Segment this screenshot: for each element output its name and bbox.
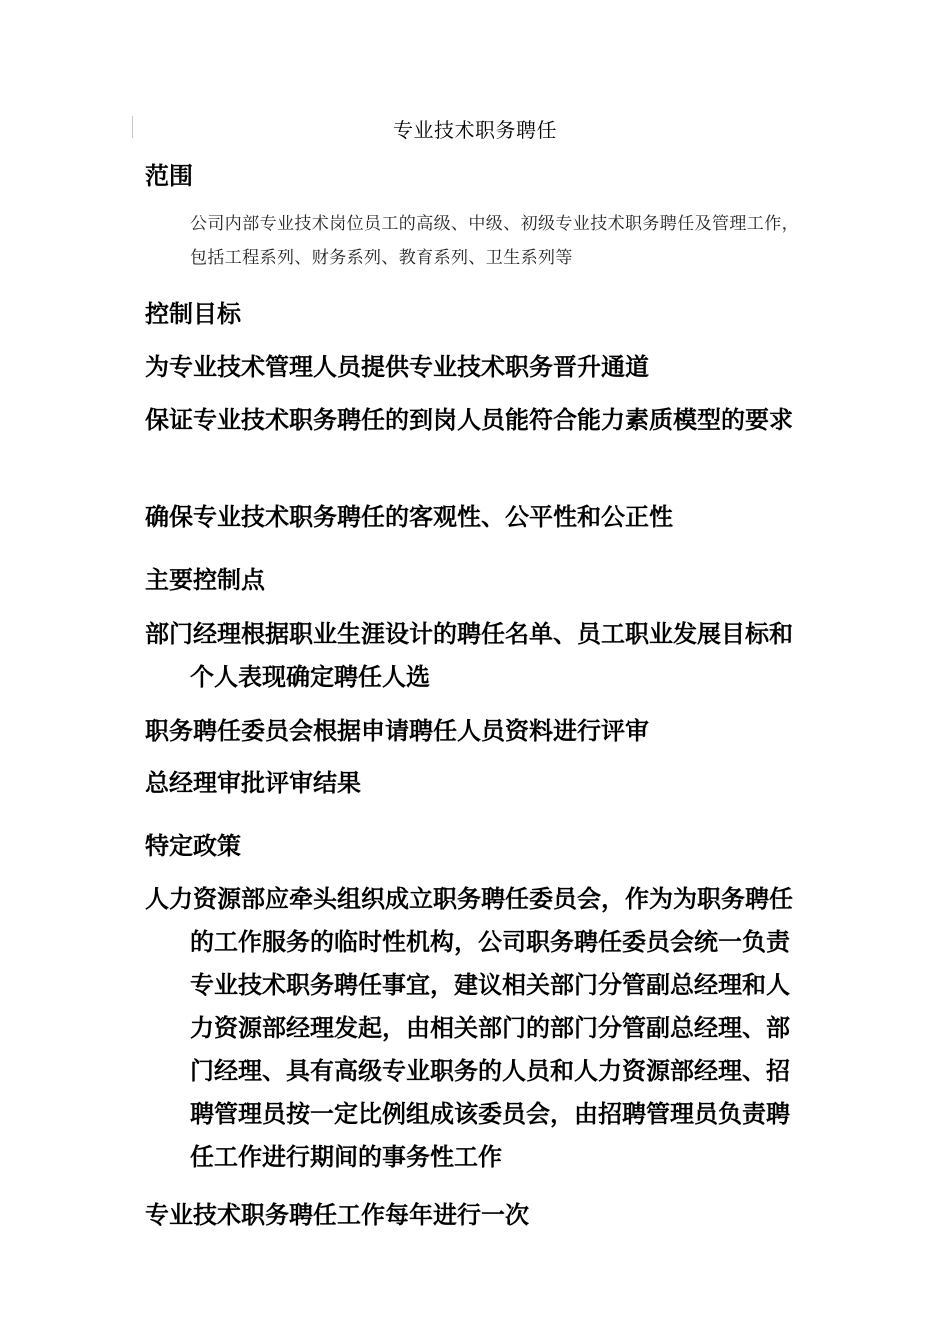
document-title: 专业技术职务聘任 xyxy=(393,118,557,142)
objective-item: 确保专业技术职务聘任的客观性、公平性和公正性 xyxy=(145,503,673,531)
control-point-item: 总经理审批评审结果 xyxy=(145,769,361,797)
section-heading-specific-policies: 特定政策 xyxy=(145,832,241,860)
scope-paragraph: 公司内部专业技术岗位员工的高级、中级、初级专业技术职务聘任及管理工作，包括工程系列、财务系列、教育系列、卫生系列等 xyxy=(190,214,799,268)
section-heading-key-control-points: 主要控制点 xyxy=(145,566,265,594)
objective-item: 保证专业技术职务聘任的到岗人员能符合能力素质模型的要求 xyxy=(145,406,793,434)
policy-item: 专业技术职务聘任工作每年进行一次 xyxy=(145,1201,529,1229)
section-heading-scope: 范围 xyxy=(145,162,193,190)
control-point-item: 职务聘任委员会根据申请聘任人员资料进行评审 xyxy=(145,717,649,745)
control-point-item: 部门经理根据职业生涯设计的聘任名单、员工职业发展目标和个人表现确定聘任人选 xyxy=(145,620,793,691)
objective-item: 为专业技术管理人员提供专业技术职务晋升通道 xyxy=(145,353,649,381)
section-heading-control-objectives: 控制目标 xyxy=(145,300,241,328)
policy-item: 人力资源部应牵头组织成立职务聘任委员会，作为为职务聘任的工作服务的临时性机构，公司职务聘任委员会统一负责专业技术职务聘任事宜，建议相关部门分管副总经理和人力资源部经理发起，由相关部门的部门分管副总经理、部门经理、具有高级专业职务的人员和人力资源部经理、招聘管理员按一定比例组成该委员会，由招聘管理员负责聘任工作进行期间的事务性工作 xyxy=(145,885,793,1171)
